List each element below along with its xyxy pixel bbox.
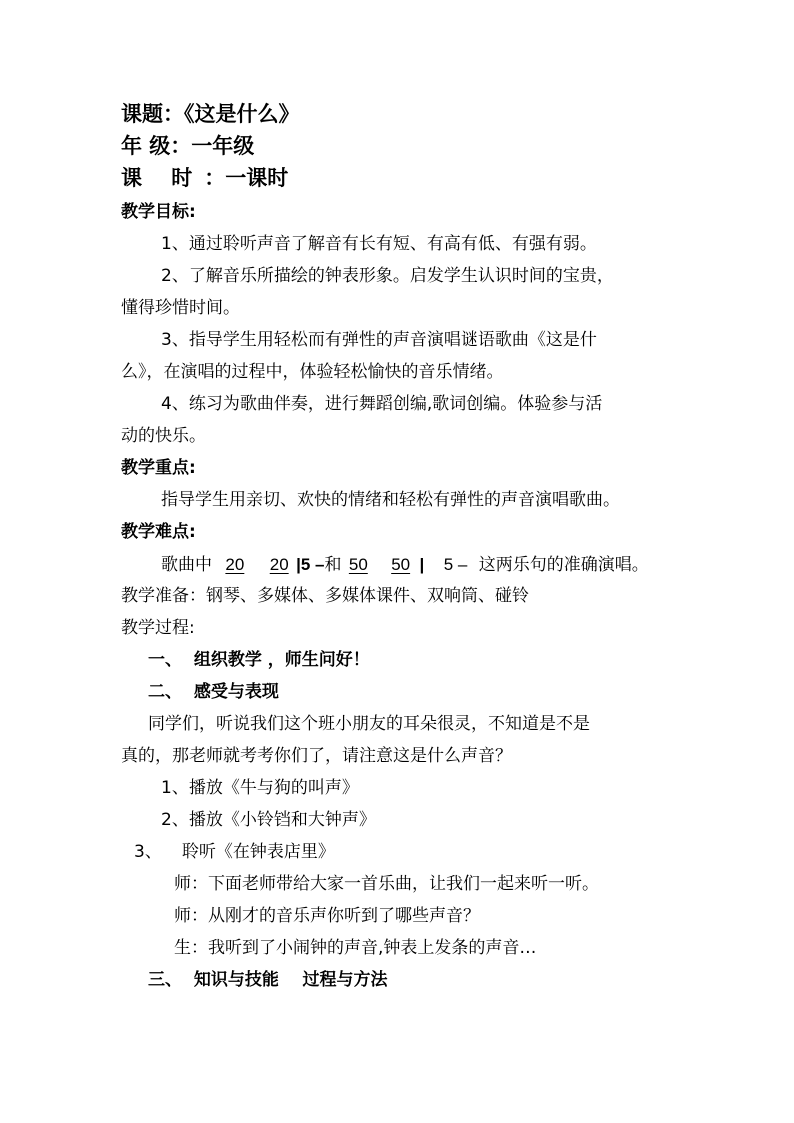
process-step-1: 一、 组织教学 ，师生问好！ (148, 650, 370, 670)
objective-line: 4、练习为歌曲伴奏，进行舞蹈创编,歌词创编。体验参与活 (161, 394, 603, 414)
lesson-title: 课题：《这是什么》 (121, 102, 300, 126)
process-step-4: 三、 知识与技能 过程与方法 (148, 970, 388, 990)
preparation-line: 教学准备：钢琴、多媒体、多媒体课件、双响筒、碰铃 (121, 586, 529, 606)
play-item-1: 1、播放《牛与狗的叫声》 (161, 778, 359, 798)
notation-50a: 50 (348, 555, 368, 574)
difficulties-and: 和 (324, 555, 342, 575)
objective-line: 动的快乐。 (121, 426, 206, 446)
intro-line: 真的，那老师就考考你们了，请注意这是什么声音？ (121, 746, 512, 766)
class-hours-value: ：一课时 (204, 166, 289, 190)
objective-line: 2、了解音乐所描绘的钟表形象。启发学生认识时间的宝贵， (161, 266, 614, 286)
dialog-line: 生：我听到了小闹钟的声音,钟表上发条的声音… (174, 938, 537, 958)
difficulties-heading: 教学难点: (121, 522, 196, 542)
play-item-2: 2、播放《小铃铛和大钟声》 (161, 810, 376, 830)
notation-bar: | (419, 555, 425, 574)
notation-20b: 20 (269, 555, 289, 574)
objective-line: 3、指导学生用轻松而有弹性的声音演唱谜语歌曲《这是什 (161, 330, 597, 350)
difficulties-prefix: 歌曲中 (161, 555, 212, 575)
key-points-heading: 教学重点: (121, 458, 196, 478)
objective-line: 懂得珍惜时间。 (121, 298, 240, 318)
objective-line: 1、通过聆听声音了解音有长有短、有高有低、有强有弱。 (161, 234, 597, 254)
process-step-3-number: 3、 (134, 842, 162, 862)
intro-line: 同学们，听说我们这个班小朋友的耳朵很灵，不知道是不是 (148, 714, 590, 734)
process-step-3 (134, 844, 335, 861)
difficulties-suffix: 这两乐句的准确演唱。 (478, 555, 649, 575)
notation-bar-5: |5 – (296, 555, 325, 574)
dialog-line: 师：下面老师带给大家一首乐曲，让我们一起来听一听。 (174, 874, 599, 894)
class-hours-label: 课 时 (121, 166, 193, 190)
notation-20a: 20 (225, 555, 245, 574)
process-heading: 教学过程: (121, 618, 195, 638)
process-step-2: 二、 感受与表现 (148, 682, 279, 702)
notation-50b: 50 (391, 555, 411, 574)
key-points-text: 指导学生用亲切、欢快的情绪和轻松有弹性的声音演唱歌曲。 (161, 490, 620, 510)
notation-5-dash: 5 – (443, 555, 468, 574)
process-step-3-text: 聆听《在钟表店里》 (181, 842, 335, 862)
grade-line: 年 级：一年级 (121, 134, 255, 158)
class-hours-line (121, 168, 288, 189)
objectives-heading: 教学目标: (121, 202, 196, 222)
dialog-line: 师：从刚才的音乐声你听到了哪些声音？ (174, 906, 480, 926)
objective-line: 么》，在演唱的过程中，体验轻松愉快的音乐情绪。 (121, 362, 504, 382)
difficulties-line (161, 556, 649, 574)
